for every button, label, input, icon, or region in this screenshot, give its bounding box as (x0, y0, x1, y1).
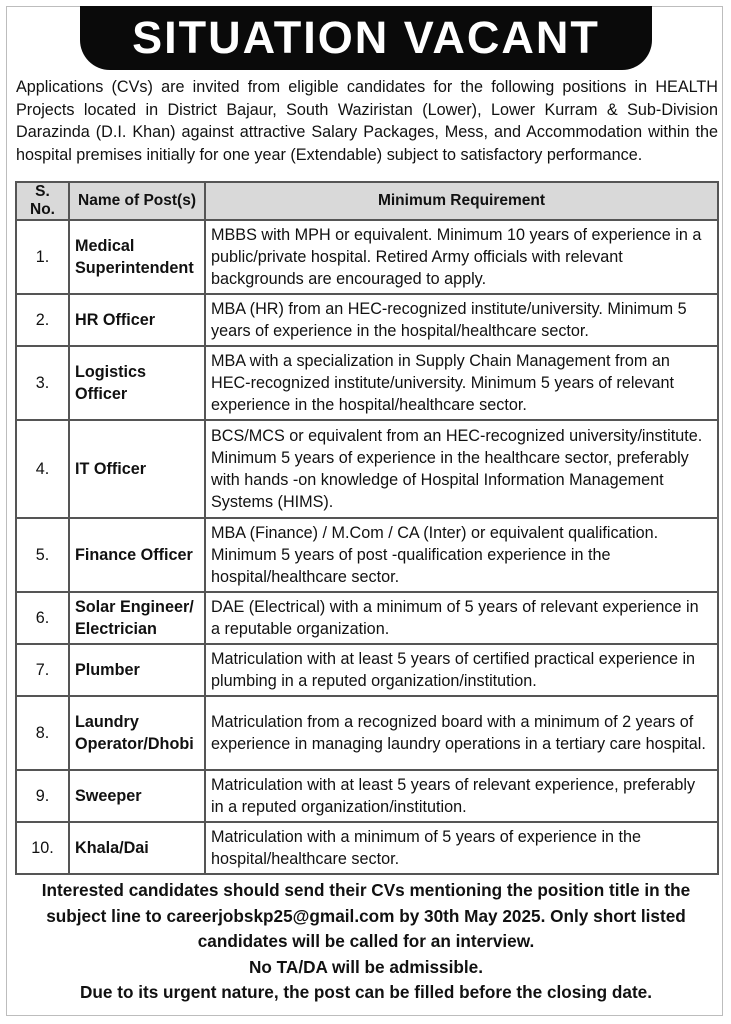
table-row (16, 822, 718, 874)
row-requirement: Matriculation with at least 5 years of relevant experience, preferably in a reputed organization/institution. (205, 770, 718, 822)
row-sno: 6. (16, 592, 69, 644)
row-post: Khala/Dai (69, 822, 205, 874)
header-post: Name of Post(s) (69, 182, 205, 220)
row-requirement: MBA with a specialization in Supply Chain Management from an HEC-recognized institute/university. Minimum 5 years of relevant experience in the hospital/healthcare sector. (205, 346, 718, 420)
row-requirement: BCS/MCS or equivalent from an HEC-recognized university/institute. Minimum 5 years of experience in the healthcare sector, preferably with hands -on knowledge of Hospital Information Management Systems (HIMS). (205, 420, 718, 518)
table-row (16, 294, 718, 346)
row-sno: 10. (16, 822, 69, 874)
row-requirement: DAE (Electrical) with a minimum of 5 years of relevant experience in a reputable organization. (205, 592, 718, 644)
row-sno: 9. (16, 770, 69, 822)
header-requirement: Minimum Requirement (205, 182, 718, 220)
table-row (16, 220, 718, 294)
closing-notes (15, 878, 717, 1006)
row-sno: 1. (16, 220, 69, 294)
row-requirement: Matriculation from a recognized board with a minimum of 2 years of experience in managing laundry operations in a tertiary care hospital. (205, 696, 718, 770)
row-post: Plumber (69, 644, 205, 696)
row-sno: 8. (16, 696, 69, 770)
row-sno: 5. (16, 518, 69, 592)
title-banner (80, 6, 652, 70)
table-row (16, 518, 718, 592)
row-requirement: Matriculation with at least 5 years of certified practical experience in plumbing in a reputed organization/institution. (205, 644, 718, 696)
table-row (16, 346, 718, 420)
ta-da-note: No TA/DA will be admissible. (249, 956, 483, 977)
posts-table (15, 181, 719, 875)
row-sno: 2. (16, 294, 69, 346)
row-requirement: Matriculation with a minimum of 5 years of experience in the hospital/healthcare sector. (205, 822, 718, 874)
table-row (16, 592, 718, 644)
row-post: Finance Officer (69, 518, 205, 592)
table-row (16, 770, 718, 822)
row-post: HR Officer (69, 294, 205, 346)
row-post: Sweeper (69, 770, 205, 822)
row-post: IT Officer (69, 420, 205, 518)
row-requirement: MBBS with MPH or equivalent. Minimum 10 years of experience in a public/private hospital. Retired Army officials with relevant backgrounds are encouraged to apply. (205, 220, 718, 294)
urgency-note: Due to its urgent nature, the post can be filled before the closing date. (79, 982, 653, 1002)
page-title: SITUATION VACANT (132, 12, 600, 63)
row-requirement: MBA (Finance) / M.Com / CA (Inter) or equivalent qualification. Minimum 5 years of post -qualification experience in the hospital/healthcare sector. (205, 518, 718, 592)
row-requirement: MBA (HR) from an HEC-recognized institute/university. Minimum 5 years of experience in the hospital/healthcare sector. (205, 294, 718, 346)
header-sno: S. No. (16, 182, 69, 220)
row-post: Medical Superintendent (69, 220, 205, 294)
table-row (16, 420, 718, 518)
row-sno: 7. (16, 644, 69, 696)
row-post: Laundry Operator/Dhobi (69, 696, 205, 770)
intro-paragraph: Applications (CVs) are invited from eligible candidates for the following positions in HEALTH Projects located in District Bajaur, South Waziristan (Lower), Lower Kurram & Sub-Division Darazinda (D.I. Khan) against attractive Salary Packages, Mess, and Accommodation within the hospital premises initially for one year (Extendable) subject to satisfactory performance. (16, 78, 718, 164)
application-instructions: Interested candidates should send their CVs mentioning the position title in the subject line to careerjobskp25@gmail.com by 30th May 2025. Only short listed candidates will be called for an interview. (41, 880, 691, 951)
table-row (16, 696, 718, 770)
row-sno: 3. (16, 346, 69, 420)
row-post: Solar Engineer/ Electrician (69, 592, 205, 644)
row-post: Logistics Officer (69, 346, 205, 420)
table-header-row (16, 182, 718, 220)
row-sno: 4. (16, 420, 69, 518)
table-row (16, 644, 718, 696)
